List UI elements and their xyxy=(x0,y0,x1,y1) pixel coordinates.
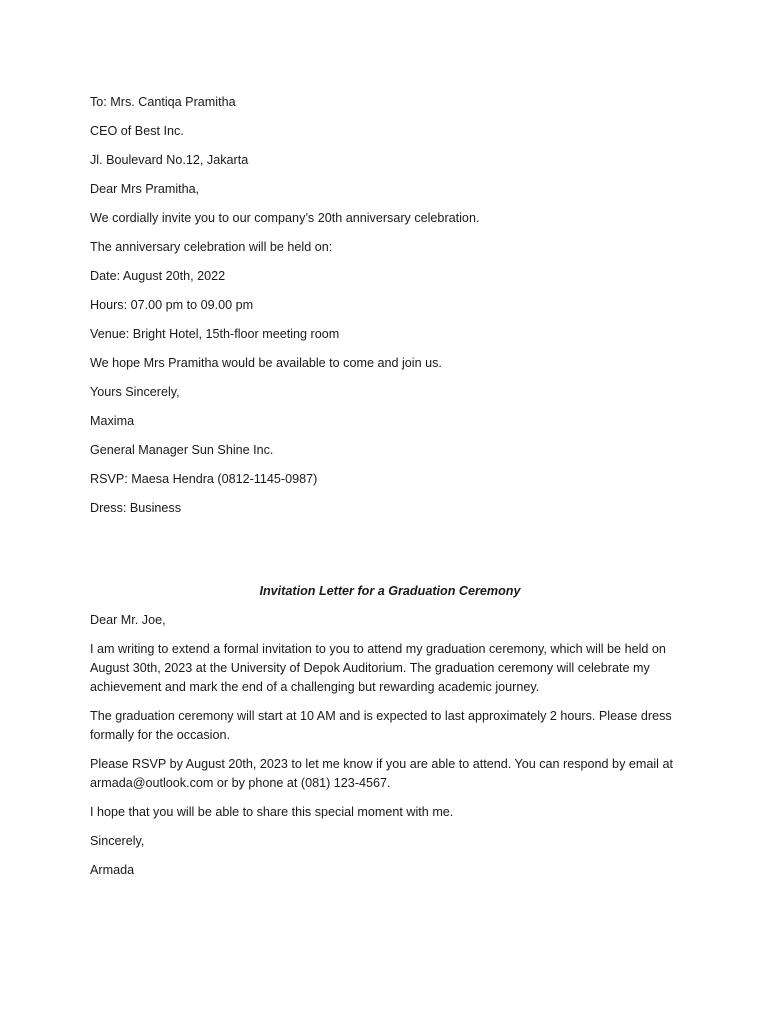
event-intro: The anniversary celebration will be held on: xyxy=(90,240,333,254)
signer-name: Armada xyxy=(90,863,135,877)
document-body xyxy=(90,93,690,890)
signer-title: General Manager Sun Shine Inc. xyxy=(90,443,274,457)
body-paragraph: I am writing to extend a formal invitation to you to attend my graduation ceremony, which will be held on August 30th, 2023 at the University of Depok Auditorium. The graduation ceremony will celebrate my achievement and mark the end of a challenging but rewarding academic journey. xyxy=(90,642,666,694)
body-paragraph: I hope that you will be able to share this special moment with me. xyxy=(90,805,454,819)
section-gap xyxy=(90,528,690,582)
signer-name: Maxima xyxy=(90,414,135,428)
recipient-line: To: Mrs. Cantiqa Pramitha xyxy=(90,95,236,109)
event-hours: Hours: 07.00 pm to 09.00 pm xyxy=(90,298,254,312)
graduation-invitation-letter xyxy=(90,582,690,880)
rsvp-line: RSVP: Maesa Hendra (0812-1145-0987) xyxy=(90,472,318,486)
body-paragraph: Please RSVP by August 20th, 2023 to let me know if you are able to attend. You can respond by email at armada@outlook.com or by phone at (081) 123-4567. xyxy=(90,757,673,790)
anniversary-invitation-letter xyxy=(90,93,690,518)
hope-sentence: We hope Mrs Pramitha would be available to come and join us. xyxy=(90,356,442,370)
invitation-sentence: We cordially invite you to our company’s 20th anniversary celebration. xyxy=(90,211,480,225)
salutation: Dear Mr. Joe, xyxy=(90,613,166,627)
recipient-address: Jl. Boulevard No.12, Jakarta xyxy=(90,153,249,167)
body-paragraph: The graduation ceremony will start at 10 AM and is expected to last approximately 2 hours. Please dress formally for the occasion. xyxy=(90,709,672,742)
recipient-position: CEO of Best Inc. xyxy=(90,124,184,138)
salutation: Dear Mrs Pramitha, xyxy=(90,182,200,196)
closing: Sincerely, xyxy=(90,834,145,848)
dress-code: Dress: Business xyxy=(90,501,181,515)
closing: Yours Sincerely, xyxy=(90,385,180,399)
event-date: Date: August 20th, 2022 xyxy=(90,269,226,283)
event-venue: Venue: Bright Hotel, 15th-floor meeting room xyxy=(90,327,340,341)
letter-title: Invitation Letter for a Graduation Ceremony xyxy=(259,584,521,598)
